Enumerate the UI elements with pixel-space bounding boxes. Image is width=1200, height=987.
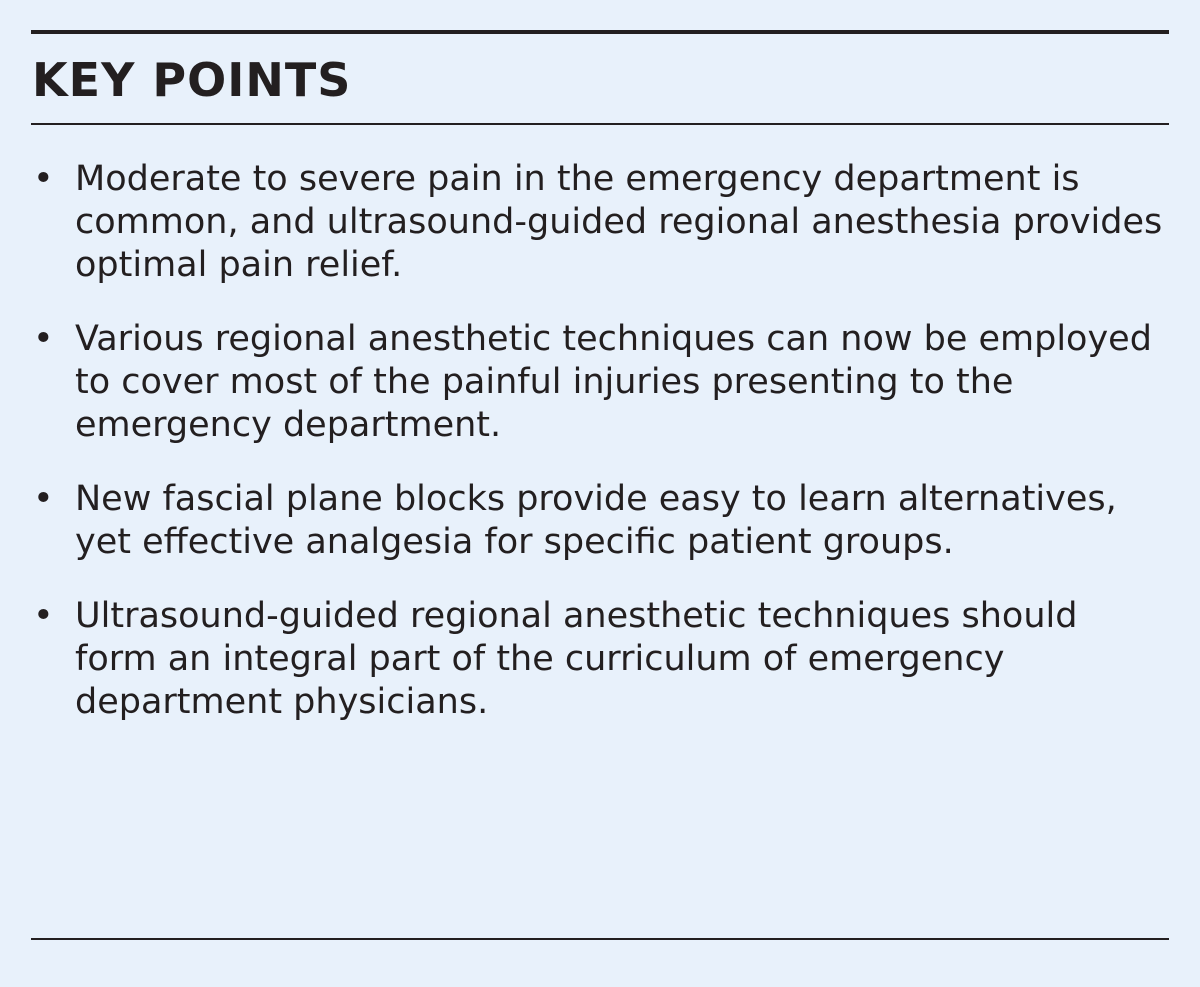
- key-point-item: [31, 158, 1169, 287]
- heading-rule: [31, 123, 1169, 125]
- key-points-heading: KEY POINTS: [32, 53, 352, 107]
- key-point-text: Various regional anesthetic techniques can now be employed to cover most of the painful injuries presenting to the emergency department.: [75, 319, 1152, 445]
- bullet-icon: •: [33, 319, 54, 359]
- key-points-list: [31, 158, 1169, 755]
- bullet-icon: •: [33, 479, 54, 519]
- key-point-text: Ultrasound-guided regional anesthetic techniques should form an integral part of the curriculum of emergency department physicians.: [75, 596, 1078, 722]
- key-point-text: New fascial plane blocks provide easy to learn alternatives, yet effective analgesia for specific patient groups.: [75, 479, 1117, 562]
- top-rule: [31, 30, 1169, 34]
- bottom-rule: [31, 938, 1169, 940]
- key-point-item: [31, 478, 1169, 564]
- bullet-icon: •: [33, 596, 54, 636]
- bullet-icon: •: [33, 159, 54, 199]
- key-point-item: [31, 318, 1169, 447]
- key-point-item: [31, 595, 1169, 724]
- key-point-text: Moderate to severe pain in the emergency department is common, and ultrasound-guided regional anesthesia provides optimal pain relief.: [75, 159, 1163, 285]
